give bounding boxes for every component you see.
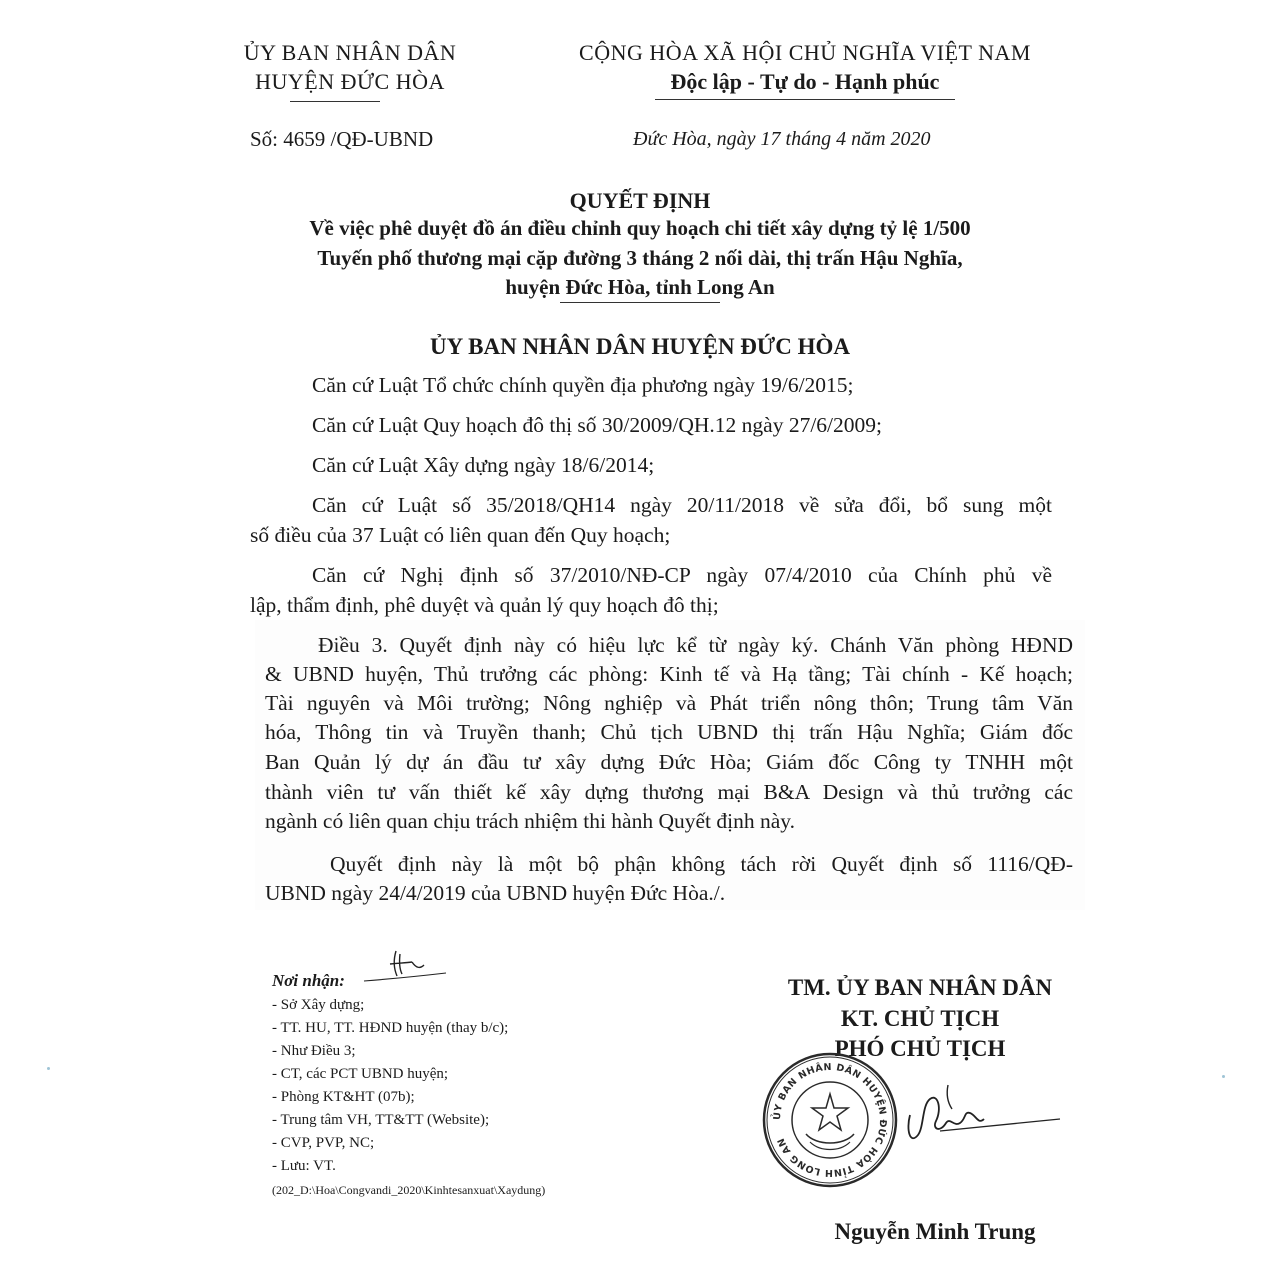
article-3-line-5: Ban Quản lý dự án đầu tư xây dựng Đức Hòa; Giám đốc Công ty TNHH một [265,750,1073,774]
document-number: Số: 4659 /QĐ-UBND [250,127,434,151]
issuing-authority: ỦY BAN NHÂN DÂN HUYỆN ĐỨC HÒA [430,334,850,359]
recipient-item-5: - Phòng KT&HT (07b); [272,1089,415,1105]
recipient-item-7: - CVP, PVP, NC; [272,1135,375,1151]
org-name-line2: HUYỆN ĐỨC HÒA [255,69,445,94]
recipient-item-6: - Trung tâm VH, TT&TT (Website); [272,1112,490,1128]
initials-mark-icon [360,943,450,985]
article-3-line-7: ngành có liên quan chịu trách nhiệm thi hành Quyết định này. [265,809,795,833]
closing-line-1: Quyết định này là một bộ phận không tách rời Quyết định số 1116/QĐ- [330,852,1073,876]
article-3-line-3: Tài nguyên và Môi trường; Nông nghiệp và Phát triển nông thôn; Trung tâm Văn [265,691,1073,715]
basis-line-2: Căn cứ Luật Quy hoạch đô thị số 30/2009/QH.12 ngày 27/6/2009; [312,413,882,437]
recipient-item-2: - TT. HU, TT. HĐND huyện (thay b/c); [272,1020,509,1036]
official-seal-icon [760,1050,900,1190]
signature-title-1: TM. ỦY BAN NHÂN DÂN [787,975,1053,1000]
handwritten-signature-icon [880,1075,1070,1165]
article-3-line-2: & UBND huyện, Thủ trưởng các phòng: Kinh tế và Hạ tầng; Tài chính - Kế hoạch; [265,662,1073,686]
subject-line-3: huyện Đức Hòa, tỉnh Long An [505,275,775,299]
basis-line-4-cont: số điều của 37 Luật có liên quan đến Quy hoạch; [250,523,671,547]
basis-line-1: Căn cứ Luật Tổ chức chính quyền địa phương ngày 19/6/2015; [312,373,854,397]
recipient-item-8: - Lưu: VT. [272,1158,336,1174]
recipient-item-4: - CT, các PCT UBND huyện; [272,1066,449,1082]
basis-line-3: Căn cứ Luật Xây dựng ngày 18/6/2014; [312,453,655,477]
nation-name: CỘNG HÒA XÃ HỘI CHỦ NGHĨA VIỆT NAM [579,40,1031,65]
document-type-heading: QUYẾT ĐỊNH [569,188,711,213]
org-name-line1: ỦY BAN NHÂN DÂN [243,40,457,65]
scan-artifact-dot [1222,1075,1225,1078]
recipients-label: Nơi nhận: [272,971,345,990]
signature-title-3: PHÓ CHỦ TỊCH [834,1036,1006,1061]
signer-name: Nguyễn Minh Trung [834,1219,1036,1244]
basis-line-5: Căn cứ Nghị định số 37/2010/NĐ-CP ngày 07/4/2010 của Chính phủ về [312,563,1052,587]
article-3-line-4: hóa, Thông tin và Truyền thanh; Chủ tịch UBND thị trấn Hậu Nghĩa; Giám đốc [265,720,1073,744]
basis-line-4: Căn cứ Luật số 35/2018/QH14 ngày 20/11/2018 về sửa đổi, bổ sung một [312,493,1052,517]
subject-line-2: Tuyến phố thương mại cặp đường 3 tháng 2 nối dài, thị trấn Hậu Nghĩa, [317,246,963,270]
org-underline [290,101,380,102]
article-3-line-6: thành viên tư vấn thiết kế xây dựng thương mại B&A Design và thủ trưởng các [265,780,1073,804]
subject-underline [560,302,720,303]
closing-line-2: UBND ngày 24/4/2019 của UBND huyện Đức Hòa./. [265,881,726,905]
scan-artifact-dot [47,1067,50,1070]
basis-line-5-cont: lập, thẩm định, phê duyệt và quản lý quy hoạch đô thị; [250,593,719,617]
article-3-line-1: Điều 3. Quyết định này có hiệu lực kể từ ngày ký. Chánh Văn phòng HĐND [318,633,1073,657]
place-date: Đức Hòa, ngày 17 tháng 4 năm 2020 [633,128,931,150]
motto: Độc lập - Tự do - Hạnh phúc [670,69,940,94]
svg-text:ỦY BAN NHÂN DÂN HUYỆN ĐỨC HÒA: ỦY BAN NHÂN DÂN HUYỆN ĐỨC HÒA TỈNH LONG AN [771,1061,889,1179]
signature-title-2: KT. CHỦ TỊCH [840,1006,1000,1031]
file-path-note: (202_D:\Hoa\Congvandi_2020\Kinhtesanxuat\Xaydung) [272,1183,546,1197]
subject-line-1: Về việc phê duyệt đồ án điều chỉnh quy hoạch chi tiết xây dựng tỷ lệ 1/500 [309,216,971,240]
recipient-item-3: - Như Điều 3; [272,1043,356,1059]
motto-underline [655,99,955,100]
recipient-item-1: - Sở Xây dựng; [272,997,365,1013]
